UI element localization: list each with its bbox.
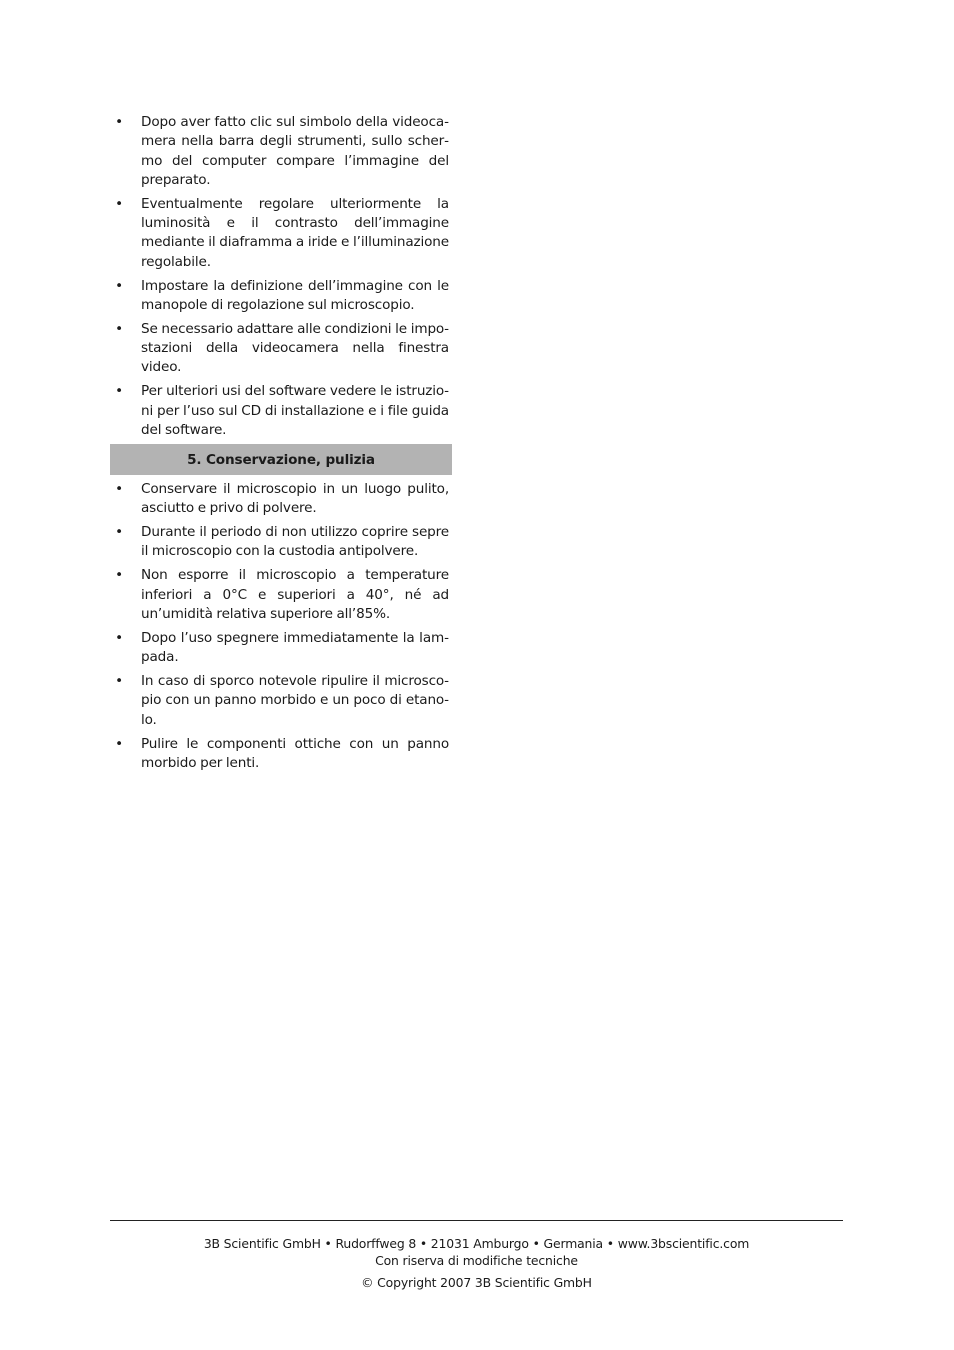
bullet-icon: • xyxy=(115,383,123,400)
list-item: • Dopo l’uso spegnere immediatamente la lampada. xyxy=(110,629,452,668)
conservation-list xyxy=(110,480,452,778)
footer-copyright: © Copyright 2007 3B Scientific GmbH xyxy=(361,1275,592,1290)
bullet-icon: • xyxy=(115,673,123,690)
list-item: • Non esporre il microscopio a temperature inferiori a 0°C e superiori a 40°, né ad un’umidità relativa superiore all’85%. xyxy=(110,566,452,624)
bullet-icon: • xyxy=(115,481,123,497)
bullet-icon: • xyxy=(115,629,123,646)
footer-divider xyxy=(110,1220,843,1221)
list-item: • Durante il periodo di non utilizzo coprire sepre il microscopio con la custodia antipolvere. xyxy=(110,523,452,562)
list-item: • Eventualmente regolare ulteriormente la luminosità e il contrasto dell’immagine mediante il diaframma a iride e l’illuminazione regolabile. xyxy=(110,195,452,272)
list-item: • In caso di sporco notevole ripulire il microscopio con un panno morbido e un poco di etanolo. xyxy=(110,672,452,730)
bullet-icon: • xyxy=(115,114,123,130)
bullet-icon: • xyxy=(115,567,123,584)
list-item: • Pulire le componenti ottiche con un panno morbido per lenti. xyxy=(110,735,452,774)
bullet-icon: • xyxy=(115,195,123,212)
footer-disclaimer: Con riserva di modifiche tecniche xyxy=(375,1253,578,1268)
footer-company-address: 3B Scientific GmbH • Rudorffweg 8 • 21031 Amburgo • Germania • www.3bscientific.com xyxy=(203,1236,750,1251)
bullet-icon: • xyxy=(115,524,123,541)
list-item: • Conservare il microscopio in un luogo pulito, asciutto e privo di polvere. xyxy=(110,480,452,519)
bullet-icon: • xyxy=(115,735,123,752)
list-item: • Se necessario adattare alle condizioni le impostazioni della videocamera nella finestra video. xyxy=(110,320,452,378)
list-item: • Dopo aver fatto clic sul simbolo della videocamera nella barra degli strumenti, sullo schermo del computer compare l’immagine del preparato. xyxy=(110,113,452,190)
bullet-icon: • xyxy=(115,320,123,337)
list-item: • Impostare la definizione dell’immagine con le manopole di regolazione sul microscopio. xyxy=(110,277,452,316)
list-item: • Per ulteriori usi del software vedere le istruzioni per l’uso sul CD di installazione e i file guida del software. xyxy=(110,382,452,440)
section-header-conservazione: 5. Conservazione, pulizia xyxy=(110,444,452,475)
bullet-icon: • xyxy=(115,277,123,294)
instructions-list-top xyxy=(110,113,452,445)
